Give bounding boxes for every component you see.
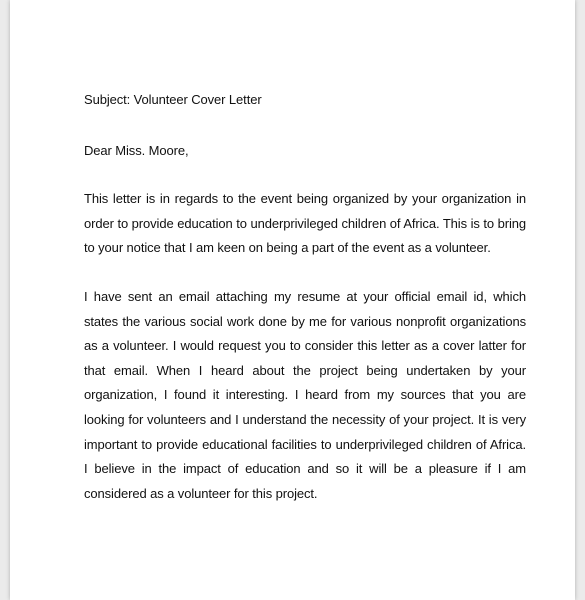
letter-paragraph-1: This letter is in regards to the event being organized by your organization in order to provide education to underprivileged children of Africa. This is to bring to your notice that I am keen on being a part of the event as a volunteer.: [84, 191, 526, 256]
letter-salutation: Dear Miss. Moore,: [84, 143, 189, 158]
letter-subject: Subject: Volunteer Cover Letter: [84, 92, 262, 107]
letter-paragraph-2: I have sent an email attaching my resume at your official email id, which states the various social work done by me for various nonprofit organizations as a volunteer. I would request you to consider this letter as a cover latter for that email. When I heard about the project being undertaken by your organization, I found it interesting. I heard from my sources that you are looking for volunteers and I understand the necessity of your project. It is very important to provide educational facilities to underprivileged children of Africa. I believe in the impact of education and so it will be a pleasure if I am considered as a volunteer for this project.: [84, 289, 526, 501]
letter-page: [10, 0, 575, 600]
